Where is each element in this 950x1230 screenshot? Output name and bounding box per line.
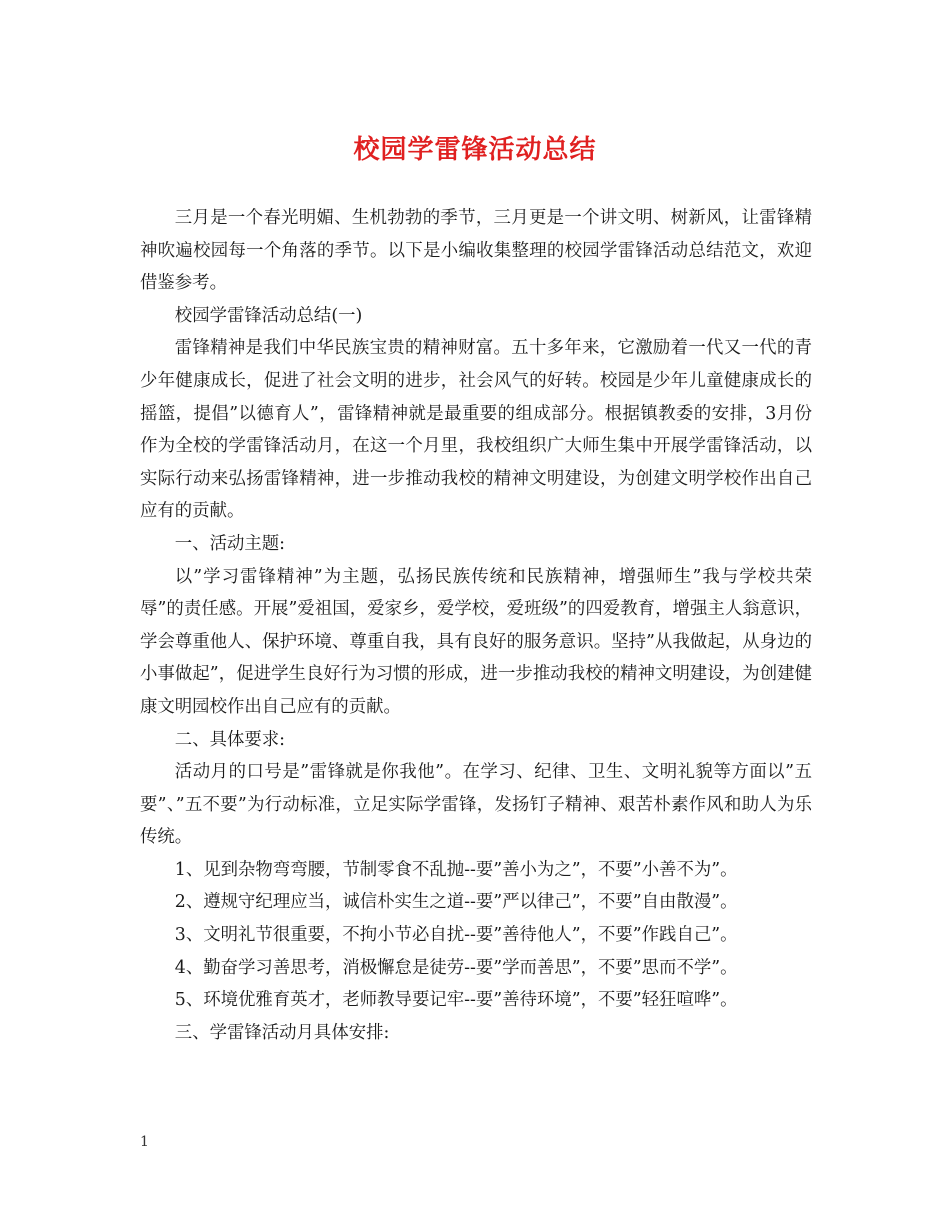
section-heading-summary-one: 校园学雷锋活动总结(一) bbox=[174, 305, 363, 326]
list-item: 5、环境优雅育英才，老师教导要记牢--要”善待环境”，不要”轻狂喧哗”。 bbox=[174, 990, 738, 1011]
body-paragraph: 雷锋精神是我们中华民族宝贵的精神财富。五十多年来，它激励着一代又一代的青少年健康成长，促进了社会文明的进步，社会风气的好转。校园是少年儿童健康成长的摇篮，提倡”以德育人”，雷锋精神就是最重要的组成部分。根据镇教委的安排，3月份作为全校的学雷锋活动月，在这一个月里，我校组织广大师生集中开展学雷锋活动，以实际行动来弘扬雷锋精神，进一步推动我校的精神文明建设，为创建文明学校作出自己应有的贡献。 bbox=[140, 338, 812, 522]
section-heading-schedule: 三、学雷锋活动月具体安排: bbox=[174, 1022, 390, 1043]
list-item: 3、文明礼节很重要，不拘小节必自扰--要”善待他人”，不要”作践自己”。 bbox=[174, 925, 738, 946]
document-title: 校园学雷锋活动总结 bbox=[353, 135, 597, 165]
page-number: 1 bbox=[140, 1134, 149, 1150]
list-item: 2、遵规守纪理应当，诚信朴实生之道--要”严以律己”，不要”自由散漫”。 bbox=[174, 892, 738, 913]
section-heading-requirements: 二、具体要求: bbox=[174, 729, 286, 750]
document-body bbox=[140, 202, 812, 1049]
intro-paragraph: 三月是一个春光明媚、生机勃勃的季节，三月更是一个讲文明、树新风，让雷锋精神吹遍校园每一个角落的季节。以下是小编收集整理的校园学雷锋活动总结范文，欢迎借鉴参考。 bbox=[140, 208, 812, 294]
body-paragraph: 以”学习雷锋精神”为主题，弘扬民族传统和民族精神，增强师生”我与学校共荣辱”的责任感。开展”爱祖国，爱家乡，爱学校，爱班级”的四爱教育，增强主人翁意识，学会尊重他人、保护环境、尊重自我，具有良好的服务意识。坚持”从我做起，从身边的小事做起”，促进学生良好行为习惯的形成，进一步推动我校的精神文明建设，为创建健康文明园校作出自己应有的贡献。 bbox=[140, 566, 812, 717]
body-paragraph: 活动月的口号是”雷锋就是你我他”。在学习、纪律、卫生、文明礼貌等方面以”五要”、”五不要”为行动标准，立足实际学雷锋，发扬钉子精神、艰苦朴素作风和助人为乐传统。 bbox=[140, 762, 812, 848]
section-heading-theme: 一、活动主题: bbox=[174, 533, 286, 554]
list-item: 1、见到杂物弯弯腰，节制零食不乱抛--要”善小为之”，不要”小善不为”。 bbox=[174, 859, 738, 880]
list-item: 4、勤奋学习善思考，消极懈怠是徒劳--要”学而善思”，不要”思而不学”。 bbox=[174, 957, 738, 978]
